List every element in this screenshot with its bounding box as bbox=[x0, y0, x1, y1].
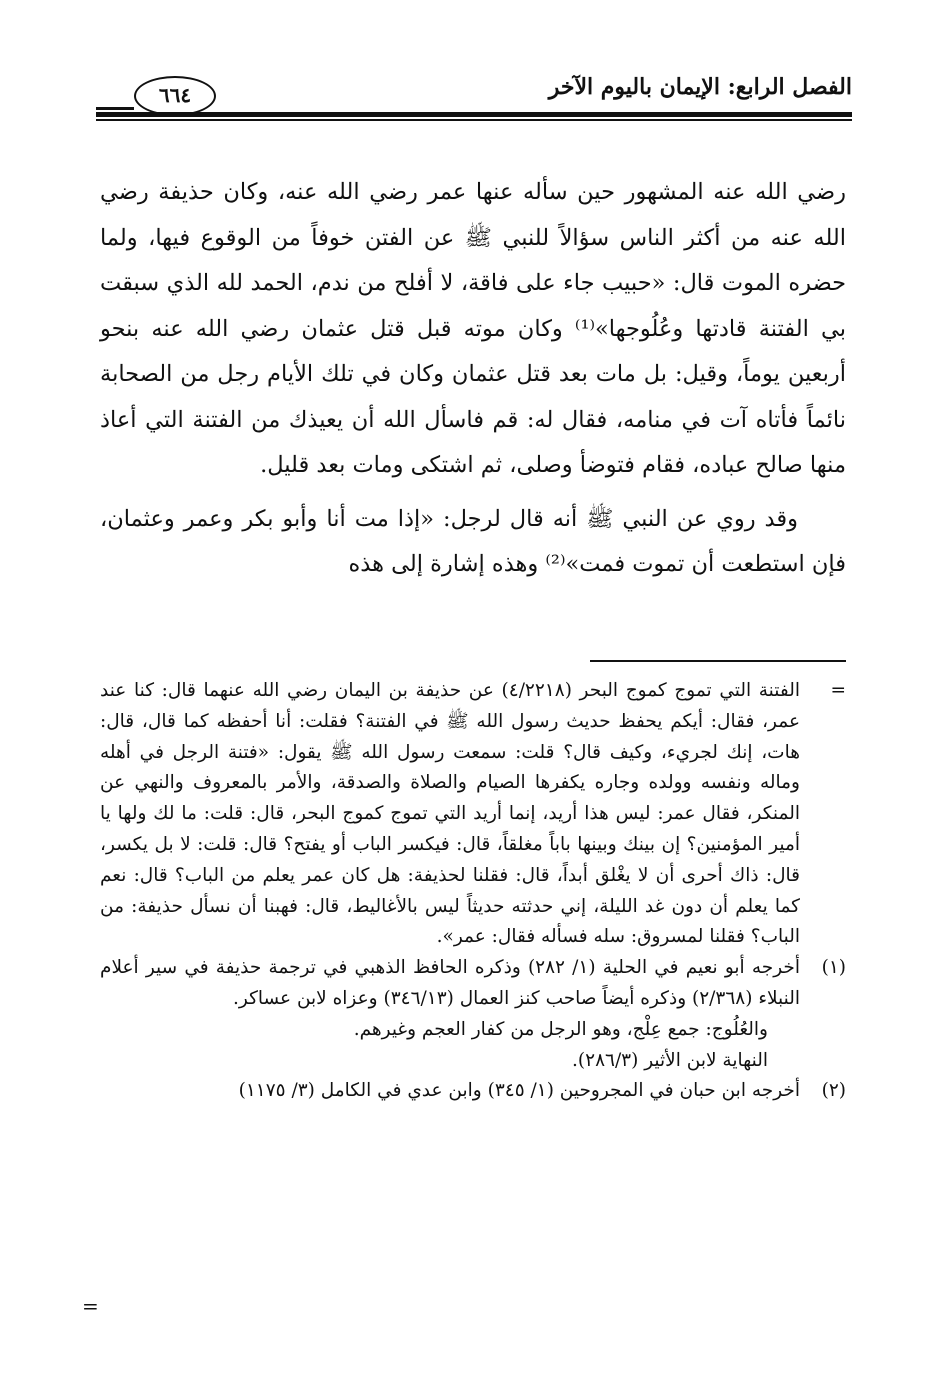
footnote-1-gloss: والعُلُوج: جمع عِلْج، وهو الرجل من كفار العجم وغيرهم. bbox=[353, 1018, 768, 1040]
footnotes bbox=[100, 676, 846, 1107]
header-rule-thick bbox=[96, 112, 852, 117]
footnote-1-source: النهاية لابن الأثير (٢٨٦/٣). bbox=[572, 1049, 768, 1071]
header-rule-thin bbox=[96, 119, 852, 121]
header-rule-short bbox=[96, 107, 134, 110]
footnote-text: أخرجه ابن حبان في المجروحين (١/ ٣٤٥) وابن عدي في الكامل (٣/ ١١٧٥) bbox=[238, 1080, 800, 1102]
main-text bbox=[100, 170, 846, 596]
next-page-marker: = bbox=[82, 1294, 99, 1318]
body-paragraph: وقد روي عن النبي ﷺ أنه قال لرجل: «إذا مت أنا وأبو بكر وعمر وعثمان، فإن استطعت أن تموت فمت»⁽²⁾ وهذه إشارة إلى هذه bbox=[100, 505, 846, 577]
page-number: ٦٦٤ bbox=[134, 76, 216, 116]
footnote-marker: (١) bbox=[821, 957, 846, 979]
chapter-title: الفصل الرابع: الإيمان باليوم الآخر bbox=[548, 74, 852, 100]
footnote-separator bbox=[590, 660, 846, 662]
footnote-2 bbox=[100, 1076, 846, 1107]
body-paragraph: رضي الله عنه المشهور حين سأله عنها عمر رضي الله عنه، وكان حذيفة رضي الله عنه من أكثر الناس سؤالاً للنبي ﷺ عن الفتن خوفاً من الوقوع فيها، ولما حضره الموت قال: «حبيب جاء على فاقة، لا أفلح من ندم، الحمد لله الذي سبقت بي الفتنة قادتها وعُلُوجها»⁽¹⁾ وكان موته قبل قتل عثمان رضي الله عنه بنحو أربعين يوماً، وقيل: بل مات بعد قتل عثمان وكان في تلك الأيام رجل من الصحابة نائماً فأتاه آت في منامه، فقال له: قم فاسأل الله أن يعيذك من الفتنة التي أعاذ منها صالح عباده، فقام فتوضأ وصلى، ثم اشتكى ومات بعد قليل. bbox=[100, 179, 846, 478]
footnote-1 bbox=[100, 953, 846, 1015]
footnote-continuation bbox=[100, 676, 846, 953]
footnote-marker: (٢) bbox=[821, 1080, 846, 1102]
continuation-marker: = bbox=[830, 680, 846, 701]
page-header bbox=[96, 74, 852, 122]
footnote-text: أخرجه أبو نعيم في الحلية (١/ ٢٨٢) وذكره الحافظ الذهبي في ترجمة حذيفة في سير أعلام النبلاء (٢/٣٦٨) وذكره أيضاً صاحب كنز العمال (٣٤٦/١٣) وعزاه لابن عساكر. bbox=[100, 957, 801, 1009]
footnote-text: الفتنة التي تموج كموج البحر (٤/٢٢١٨) عن حذيفة بن اليمان رضي الله عنهما قال: كنا عند عمر، فقال: أيكم يحفظ حديث رسول الله ﷺ في الفتنة؟ فقلت: أنا أحفظه كما قال، قال: هات، إنك لجريء، وكيف قال؟ قلت: سمعت رسول الله ﷺ يقول: «فتنة الرجل في أهله وماله ونفسه وولده وجاره يكفرها الصيام والصلاة والصدقة، والأمر بالمعروف والنهي عن المنكر، فقال عمر: ليس هذا أريد، إنما أريد التي تموج كموج البحر، قال: قلت: ما لك ولها يا أمير المؤمنين؟ إن بينك وبينها باباً مغلقاً، قال: فيكسر الباب أو يفتح؟ قال: قلت: لا بل يكسر، قال: ذاك أحرى أن لا يغْلق أبداً، قال: فقلنا لحذيفة: هل كان عمر يعلم من الباب؟ قال: نعم كما يعلم أن دون غد الليلة، إني حدثته حديثاً ليس بالأغاليط، قال: فهبنا أن نسأل حذيفة: من الباب؟ فقلنا لمسروق: سله فسأله فقال: عمر». bbox=[100, 680, 800, 948]
